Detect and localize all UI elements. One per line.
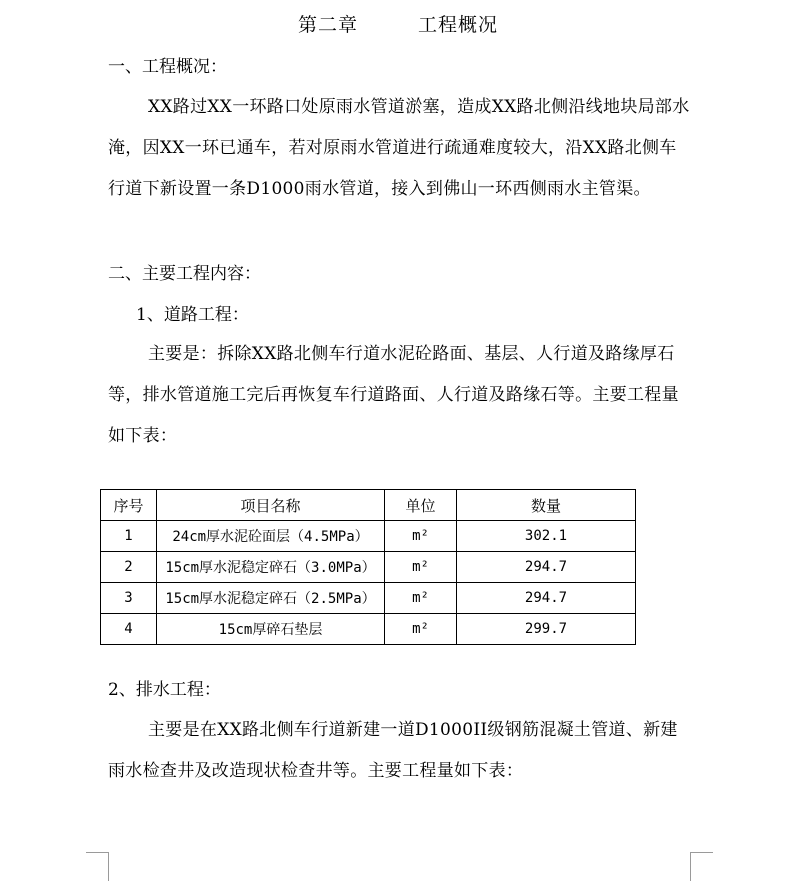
row-item: 15cm厚水泥稳定碎石（3.0MPa）	[157, 552, 385, 583]
row-qty: 294.7	[457, 583, 636, 614]
overview-heading: 一、工程概况：	[108, 57, 227, 77]
table-row	[101, 552, 636, 583]
header-qty: 数量	[457, 490, 636, 521]
road-works-text: 主要是：拆除XX路北侧车行道水泥砼路面、基层、人行道及路缘厚石等，排水管道施工完后再恢复车行道路面、人行道及路缘石等。主要工程量如下表：	[108, 344, 679, 446]
drainage-works-heading: 2、排水工程：	[108, 680, 221, 700]
drainage-works-text: 主要是在XX路北侧车行道新建一道D1000II级钢筋混凝土管道、新建雨水检查井及改造现状检查井等。主要工程量如下表：	[108, 720, 678, 781]
page-corner-mark-right	[690, 852, 713, 881]
header-unit: 单位	[385, 490, 457, 521]
chapter-name: 工程概况	[418, 14, 499, 36]
chapter-title	[0, 10, 796, 37]
drainage-works-paragraph	[108, 710, 692, 792]
row-no: 4	[101, 614, 157, 645]
quantity-table	[100, 489, 636, 645]
row-qty: 294.7	[457, 552, 636, 583]
row-unit: m²	[385, 521, 457, 552]
chapter-number: 第二章	[297, 14, 358, 36]
table-row	[101, 614, 636, 645]
overview-paragraph	[108, 87, 692, 210]
main-content-heading: 二、主要工程内容：	[108, 264, 261, 284]
road-works-paragraph	[108, 334, 692, 457]
row-unit: m²	[385, 583, 457, 614]
row-item: 15cm厚碎石垫层	[157, 614, 385, 645]
page-corner-mark-left	[86, 852, 109, 881]
row-item: 24cm厚水泥砼面层（4.5MPa）	[157, 521, 385, 552]
table-row	[101, 521, 636, 552]
row-qty: 302.1	[457, 521, 636, 552]
overview-text: XX路过XX一环路口处原雨水管道淤塞，造成XX路北侧沿线地块局部水淹，因XX一环已通车，若对原雨水管道进行疏通难度较大，沿XX路北侧车行道下新设置一条D1000雨水管道，接入到佛山一环西侧雨水主管渠。	[108, 97, 690, 199]
row-no: 1	[101, 521, 157, 552]
row-unit: m²	[385, 614, 457, 645]
row-qty: 299.7	[457, 614, 636, 645]
table-row	[101, 583, 636, 614]
header-item: 项目名称	[157, 490, 385, 521]
row-no: 3	[101, 583, 157, 614]
table-header-row	[101, 490, 636, 521]
row-item: 15cm厚水泥稳定碎石（2.5MPa）	[157, 583, 385, 614]
row-no: 2	[101, 552, 157, 583]
row-unit: m²	[385, 552, 457, 583]
header-no: 序号	[101, 490, 157, 521]
road-works-heading: 1、道路工程：	[136, 305, 249, 325]
